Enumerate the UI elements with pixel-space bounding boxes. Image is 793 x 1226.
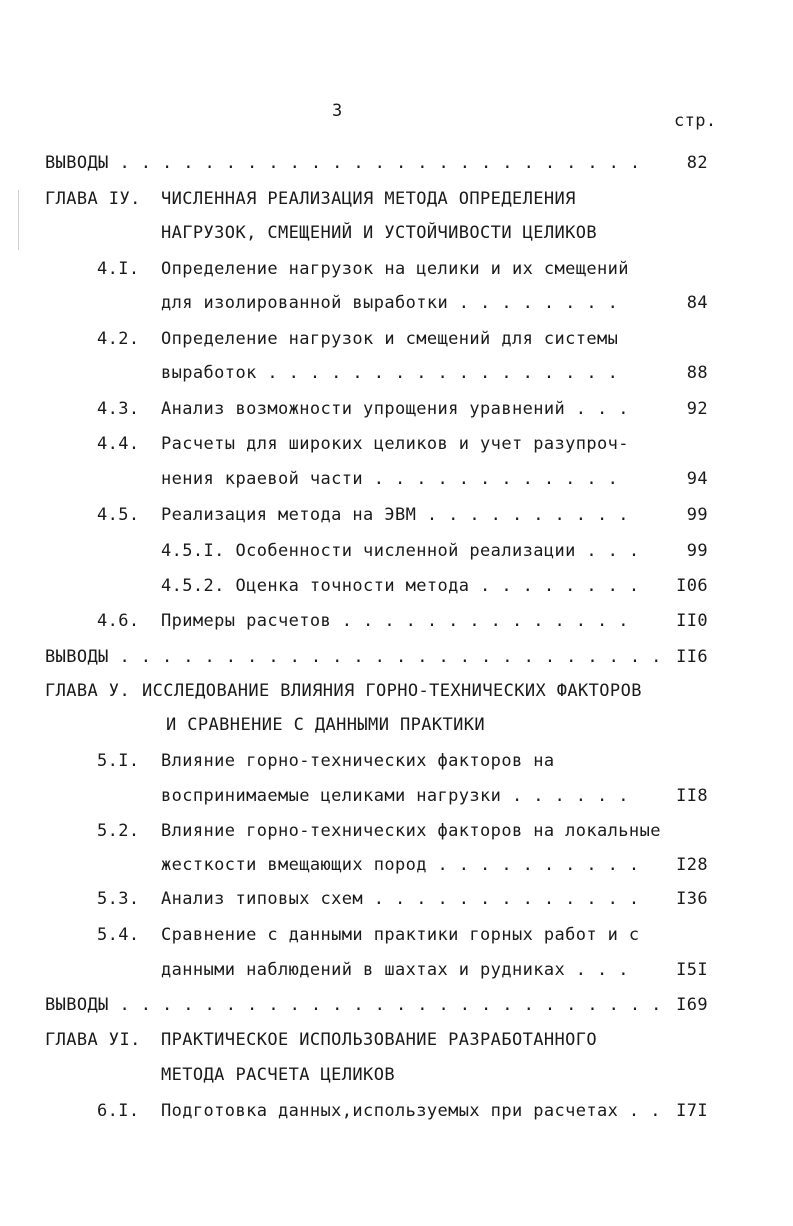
section-title: Расчеты для широких целиков и учет разупроч- xyxy=(161,434,629,454)
section-title: Реализация метода на ЭВМ . . . . . . . . . . xyxy=(161,505,629,525)
section-number: 4.4. xyxy=(97,434,140,454)
toc-page: I7I xyxy=(676,1101,708,1121)
toc-page: I28 xyxy=(676,855,708,875)
section-number: 4.I. xyxy=(97,259,140,279)
section-title-cont: воспринимаемые целиками нагрузки . . . . . . xyxy=(161,786,629,806)
toc-page: I06 xyxy=(676,576,708,596)
chapter-title: ЧИСЛЕННАЯ РЕАЛИЗАЦИЯ МЕТОДА ОПРЕДЕЛЕНИЯ xyxy=(161,189,576,209)
section-title-cont: нения краевой части . . . . . . . . . . . . xyxy=(161,469,619,489)
chapter-title-cont: НАГРУЗОК, СМЕЩЕНИЙ И УСТОЙЧИВОСТИ ЦЕЛИКОВ xyxy=(161,223,598,243)
section-title: Сравнение с данными практики горных работ и с xyxy=(161,925,640,945)
page-column-label: стр. xyxy=(674,111,717,131)
toc-page: 82 xyxy=(686,153,708,173)
toc-page: 99 xyxy=(686,541,708,561)
toc-page: 84 xyxy=(686,293,708,313)
toc-page: I36 xyxy=(676,889,708,909)
section-title-cont: для изолированной выработки . . . . . . . . xyxy=(161,293,619,313)
chapter-number: ГЛАВА УI. xyxy=(45,1030,141,1050)
section-number: 4.6. xyxy=(97,611,140,631)
section-number: 4.2. xyxy=(97,329,140,349)
chapter-title: ИССЛЕДОВАНИЕ ВЛИЯНИЯ ГОРНО-ТЕХНИЧЕСКИХ ФАКТОРОВ xyxy=(142,681,642,701)
section-number: 4.5. xyxy=(97,505,140,525)
section-number: 5.2. xyxy=(97,821,140,841)
chapter-number: ГЛАВА IУ. xyxy=(45,189,141,209)
chapter-title-cont: И СРАВНЕНИЕ С ДАННЫМИ ПРАКТИКИ xyxy=(166,715,486,735)
toc-page: 94 xyxy=(686,469,708,489)
toc-page: II0 xyxy=(676,611,708,631)
section-title-cont: выработок . . . . . . . . . . . . . . . . . xyxy=(161,363,619,383)
section-title: Влияние горно-технических факторов на локальные xyxy=(161,821,661,841)
section-number: 5.3. xyxy=(97,889,140,909)
toc-text: ВЫВОДЫ . . . . . . . . . . . . . . . . . . . . . . . . . xyxy=(45,153,641,173)
subsection-title: 4.5.2. Оценка точности метода . . . . . . . . xyxy=(161,576,640,596)
section-number: 4.3. xyxy=(97,399,140,419)
scan-mark xyxy=(18,190,19,250)
section-title: Примеры расчетов . . . . . . . . . . . . . . xyxy=(161,611,629,631)
toc-page: II6 xyxy=(676,647,708,667)
section-title: Определение нагрузок на целики и их смещений xyxy=(161,259,629,279)
toc-page: I69 xyxy=(676,995,708,1015)
toc-page: I5I xyxy=(676,960,708,980)
section-title: Подготовка данных,используемых при расчетах . . xyxy=(161,1101,661,1121)
chapter-title-cont: МЕТОДА РАСЧЕТА ЦЕЛИКОВ xyxy=(161,1065,395,1085)
toc-page: 92 xyxy=(686,399,708,419)
toc-page: 99 xyxy=(686,505,708,525)
section-title: Влияние горно-технических факторов на xyxy=(161,751,555,771)
toc-page: 88 xyxy=(686,363,708,383)
section-title: Анализ типовых схем . . . . . . . . . . . . . xyxy=(161,889,640,909)
section-title-cont: данными наблюдений в шахтах и рудниках . . . xyxy=(161,960,629,980)
chapter-number: ГЛАВА У. xyxy=(45,681,131,701)
toc-page: II8 xyxy=(676,786,708,806)
section-number: 6.I. xyxy=(97,1101,140,1121)
section-number: 5.4. xyxy=(97,925,140,945)
section-title-cont: жесткости вмещающих пород . . . . . . . . . . xyxy=(161,855,640,875)
toc-text: ВЫВОДЫ . . . . . . . . . . . . . . . . . . . . . . . . . . xyxy=(45,647,662,667)
section-title: Анализ возможности упрощения уравнений . . . xyxy=(161,399,629,419)
section-title: Определение нагрузок и смещений для системы xyxy=(161,329,619,349)
toc-text: ВЫВОДЫ . . . . . . . . . . . . . . . . . . . . . . . . . . xyxy=(45,995,662,1015)
chapter-title: ПРАКТИЧЕСКОЕ ИСПОЛЬЗОВАНИЕ РАЗРАБОТАННОГО xyxy=(161,1030,598,1050)
subsection-title: 4.5.I. Особенности численной реализации . . . xyxy=(161,541,640,561)
page-number: 3 xyxy=(332,101,343,121)
section-number: 5.I. xyxy=(97,751,140,771)
